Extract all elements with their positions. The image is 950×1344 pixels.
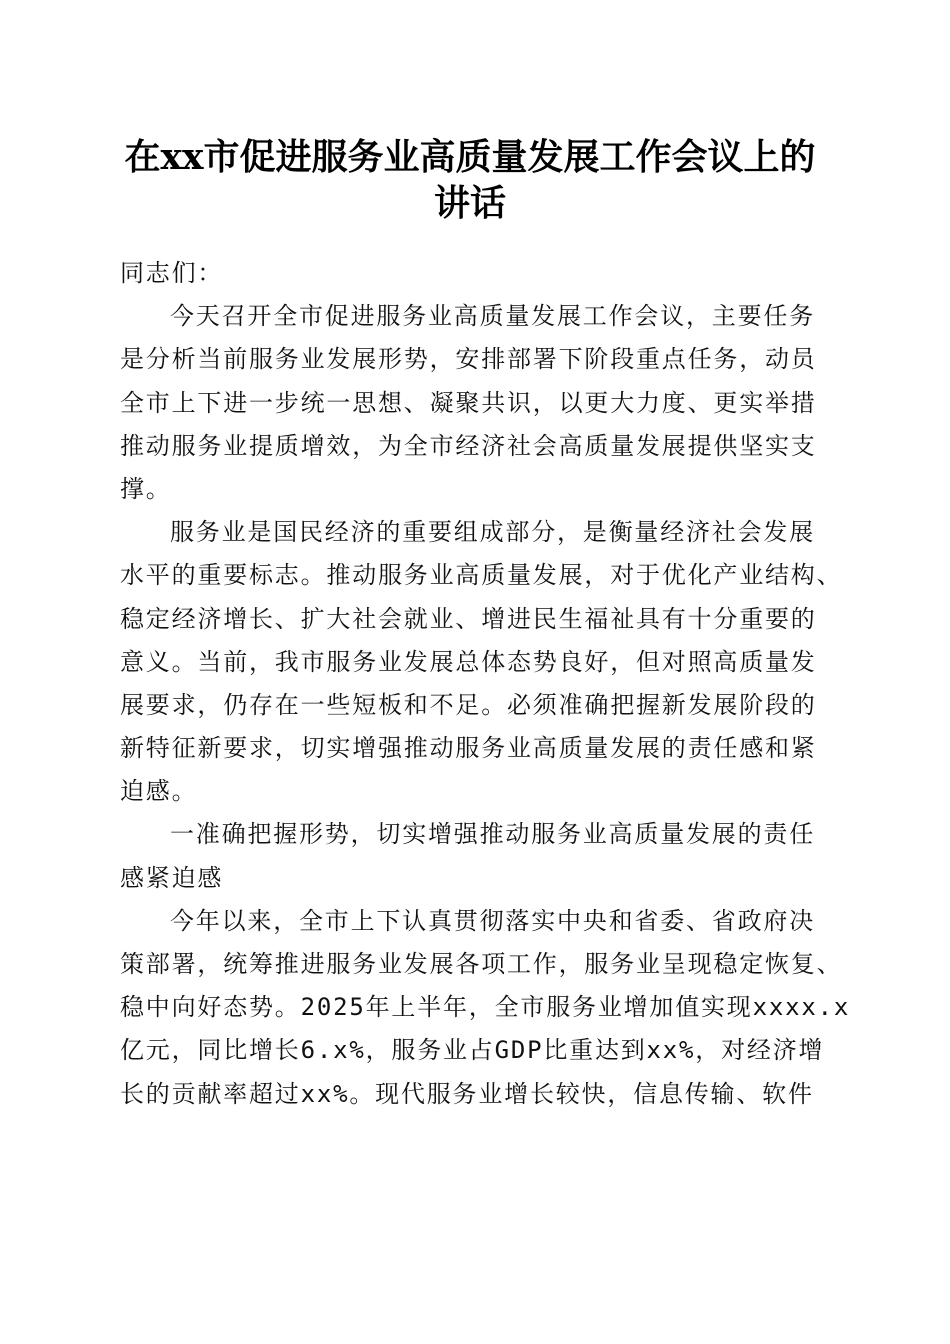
paragraph-1-line-5: 撑。 <box>120 474 172 503</box>
paragraph-2-line-7: 迫感。 <box>120 777 198 806</box>
paragraph-2-line-2: 水平的重要标志。推动服务业高质量发展，对于优化产业结构、 <box>120 561 843 590</box>
paragraph-3-line-4: 亿元，同比增长6.x%，服务业占GDP比重达到xx%，对经济增 <box>120 1036 825 1065</box>
salutation: 同志们： <box>120 259 224 287</box>
paragraph-2-line-3: 稳定经济增长、扩大社会就业、增进民生福祉具有十分重要的 <box>120 604 817 633</box>
paragraph-1-line-4: 推动服务业提质增效，为全市经济社会高质量发展提供坚实支 <box>120 431 817 460</box>
title-line-1: 在xx市促进服务业高质量发展工作会议上的 <box>124 136 816 178</box>
paragraph-2-line-5: 展要求，仍存在一些短板和不足。必须准确把握新发展阶段的 <box>120 690 817 719</box>
paragraph-1-line-2: 是分析当前服务业发展形势，安排部署下阶段重点任务，动员 <box>120 345 817 374</box>
paragraph-1-line-1: 今天召开全市促进服务业高质量发展工作会议，主要任务 <box>170 302 815 331</box>
paragraph-2-line-4: 意义。当前，我市服务业发展总体态势良好，但对照高质量发 <box>120 647 817 676</box>
section-heading-line-2: 感紧迫感 <box>120 863 224 892</box>
title-line-2: 讲话 <box>433 182 506 224</box>
paragraph-2-line-6: 新特征新要求，切实增强推动服务业高质量发展的责任感和紧 <box>120 734 817 763</box>
paragraph-2-line-1: 服务业是国民经济的重要组成部分，是衡量经济社会发展 <box>170 518 815 547</box>
paragraph-3-line-2: 策部署，统筹推进服务业发展各项工作，服务业呈现稳定恢复、 <box>120 950 843 978</box>
paragraph-3-line-1: 今年以来，全市上下认真贯彻落实中央和省委、省政府决 <box>170 906 815 935</box>
document-body <box>120 252 851 1116</box>
paragraph-1-line-3: 全市上下进一步统一思想、凝聚共识，以更大力度、更实举措 <box>120 388 817 417</box>
paragraph-3-line-5: 长的贡献率超过xx%。现代服务业增长较快，信息传输、软件 <box>120 1079 814 1108</box>
paragraph-3-line-3: 稳中向好态势。2025年上半年，全市服务业增加值实现xxxx.x <box>120 993 851 1022</box>
document-title <box>100 134 840 226</box>
section-heading-line-1: 一准确把握形势，切实增强推动服务业高质量发展的责任 <box>170 820 815 849</box>
